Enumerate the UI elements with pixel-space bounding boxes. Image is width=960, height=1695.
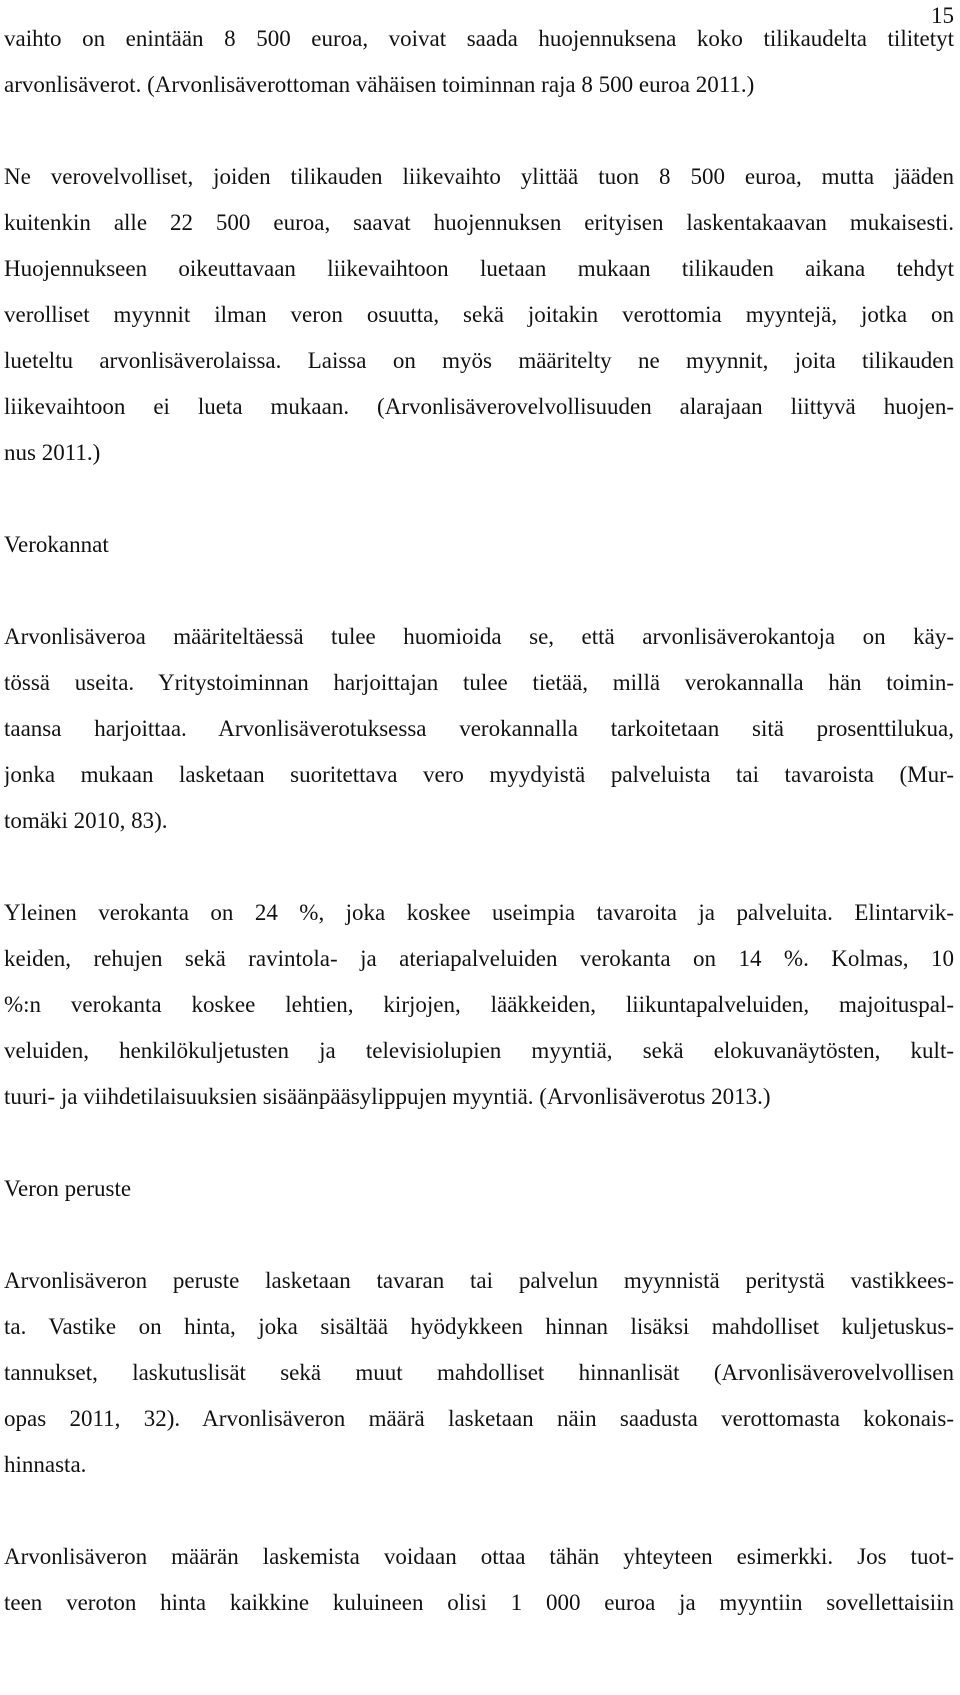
text-line: Arvonlisäveron määrän laskemista voidaan ottaa tähän yhteyteen esimerkki. Jos tuot- [4, 1544, 954, 1569]
paragraph-gap [4, 1488, 954, 1534]
text-line: ta. Vastike on hinta, joka sisältää hyödykkeen hinnan lisäksi mahdolliset kuljetuskus- [4, 1314, 954, 1339]
text-line: hinnasta. [4, 1452, 87, 1477]
text-line: keiden, rehujen sekä ravintola- ja ateriapalveluiden verokanta on 14 %. Kolmas, 10 [4, 946, 954, 971]
text-line: teen veroton hinta kaikkine kuluineen olisi 1 000 euroa ja myyntiin sovellettaisiin [4, 1590, 954, 1615]
paragraph-gap [4, 1212, 954, 1258]
document-body [4, 16, 954, 1626]
section-heading: Verokannat [4, 532, 109, 557]
text-line: vaihto on enintään 8 500 euroa, voivat saada huojennuksena koko tilikaudelta tilitetyt [4, 26, 954, 51]
page-number: 15 [931, 3, 954, 28]
text-line: tuuri- ja viihdetilaisuuksien sisäänpääsylippujen myyntiä. (Arvonlisäverotus 2013.) [4, 1084, 771, 1109]
text-line: tössä useita. Yritystoiminnan harjoittajan tulee tietää, millä verokannalla hän toimin- [4, 670, 954, 695]
text-line: verolliset myynnit ilman veron osuutta, sekä joitakin verottomia myyntejä, jotka on [4, 302, 954, 327]
text-line: Yleinen verokanta on 24 %, joka koskee useimpia tavaroita ja palveluita. Elintarvik- [4, 900, 954, 925]
text-line: opas 2011, 32). Arvonlisäveron määrä lasketaan näin saadusta verottomasta kokonais- [4, 1406, 954, 1431]
text-line: Arvonlisäveron peruste lasketaan tavaran tai palvelun myynnistä peritystä vastikkees- [4, 1268, 954, 1293]
paragraph [4, 1258, 954, 1488]
paragraph [4, 154, 954, 476]
section-heading: Veron peruste [4, 1176, 132, 1201]
paragraph-gap [4, 1120, 954, 1166]
text-line: jonka mukaan lasketaan suoritettava vero myydyistä palveluista tai tavaroista (Mur- [4, 762, 954, 787]
paragraph [4, 16, 954, 108]
text-line: %:n verokanta koskee lehtien, kirjojen, lääkkeiden, liikuntapalveluiden, majoituspal- [4, 992, 954, 1017]
text-line: Huojennukseen oikeuttavaan liikevaihtoon luetaan mukaan tilikauden aikana tehdyt [4, 256, 954, 281]
text-line: kuitenkin alle 22 500 euroa, saavat huojennuksen erityisen laskentakaavan mukaisesti. [4, 210, 954, 235]
text-line: veluiden, henkilökuljetusten ja televisiolupien myyntiä, sekä elokuvanäytösten, kult- [4, 1038, 954, 1063]
text-line: liikevaihtoon ei lueta mukaan. (Arvonlisäverovelvollisuuden alarajaan liittyvä huojen- [4, 394, 954, 419]
text-line: Ne verovelvolliset, joiden tilikauden liikevaihto ylittää tuon 8 500 euroa, mutta jääden [4, 164, 954, 189]
paragraph-gap [4, 568, 954, 614]
paragraph [4, 890, 954, 1120]
text-line: nus 2011.) [4, 440, 101, 465]
paragraph-gap [4, 476, 954, 522]
text-line: lueteltu arvonlisäverolaissa. Laissa on myös määritelty ne myynnit, joita tilikauden [4, 348, 954, 373]
paragraph-gap [4, 108, 954, 154]
text-line: taansa harjoittaa. Arvonlisäverotuksessa verokannalla tarkoitetaan sitä prosenttilukua, [4, 716, 954, 741]
paragraph [4, 1534, 954, 1626]
text-line: tomäki 2010, 83). [4, 808, 168, 833]
text-line: tannukset, laskutuslisät sekä muut mahdolliset hinnanlisät (Arvonlisäverovelvollisen [4, 1360, 954, 1385]
paragraph-gap [4, 844, 954, 890]
paragraph [4, 614, 954, 844]
text-line: Arvonlisäveroa määriteltäessä tulee huomioida se, että arvonlisäverokantoja on käy- [4, 624, 954, 649]
text-line: arvonlisäverot. (Arvonlisäverottoman vähäisen toiminnan raja 8 500 euroa 2011.) [4, 72, 755, 97]
